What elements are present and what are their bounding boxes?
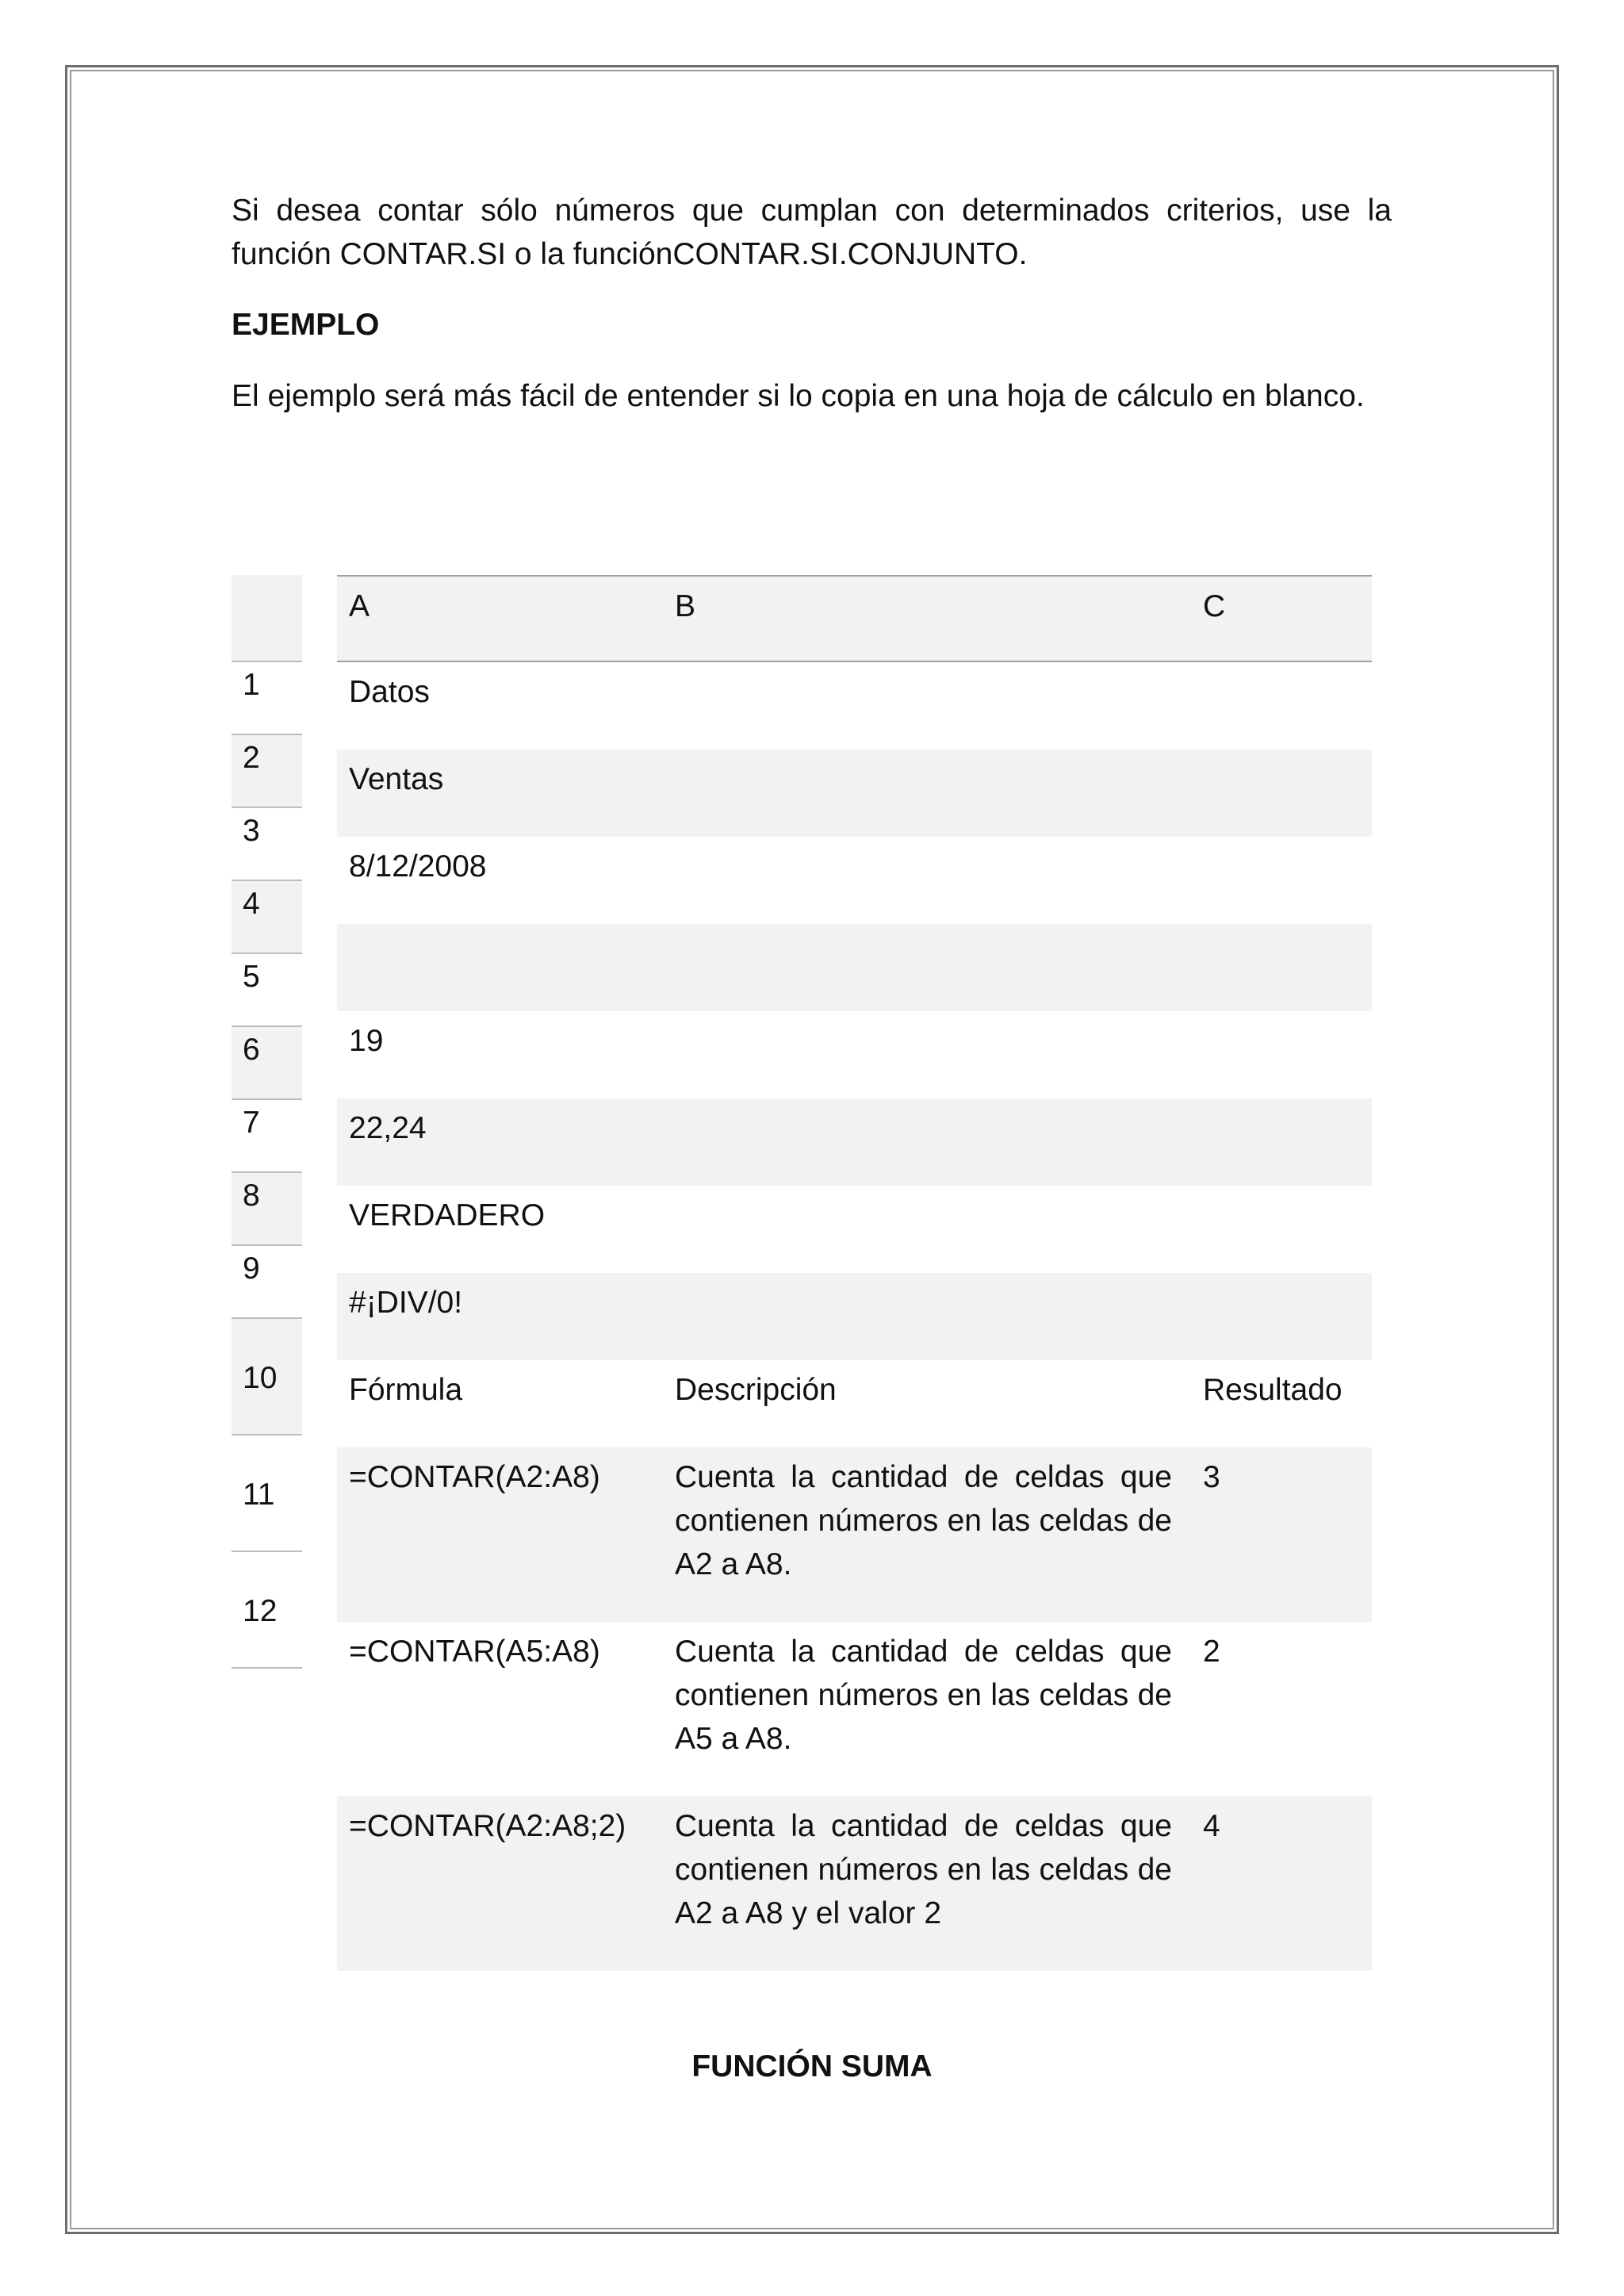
formula-header: Fórmula — [349, 1373, 463, 1407]
formula-cell: =CONTAR(A2:A8) — [349, 1460, 600, 1494]
formula-cell: =CONTAR(A5:A8) — [349, 1635, 600, 1669]
data-cell: VERDADERO — [349, 1198, 546, 1232]
example-heading: EJEMPLO — [232, 308, 380, 342]
description-cell: Cuenta la cantidad de celdas que contienen números en las celdas de A2 a A8. — [675, 1460, 1172, 1581]
example-paragraph: El ejemplo será más fácil de entender si lo copia en una hoja de cálculo en blanco. — [232, 379, 1365, 413]
section-title: FUNCIÓN SUMA — [691, 2049, 933, 2083]
row-number: 9 — [232, 1246, 302, 1319]
formula-cell: =CONTAR(A2:A8;2) — [349, 1809, 626, 1843]
row-number: 7 — [232, 1100, 302, 1173]
data-row — [337, 1098, 1372, 1186]
column-header-row — [337, 575, 1372, 662]
data-row — [337, 1186, 1372, 1273]
data-row — [337, 662, 1372, 749]
intro-paragraph: Si desea contar sólo números que cumplan con determinados criterios, use la función CONTAR.SI o la funciónCONTAR.SI.CONJUNTO. — [232, 194, 1392, 271]
data-cell: Ventas — [349, 762, 444, 796]
row-number-corner — [232, 575, 302, 662]
data-row — [337, 749, 1372, 837]
row-number: 1 — [232, 662, 302, 735]
formula-row — [337, 1796, 1372, 1971]
row-number: 6 — [232, 1027, 302, 1100]
data-row — [337, 924, 1372, 1011]
column-header: A — [349, 589, 370, 623]
data-cell: 8/12/2008 — [349, 849, 487, 884]
description-cell: Cuenta la cantidad de celdas que contienen números en las celdas de A2 a A8 y el valor 2 — [675, 1809, 1172, 1930]
data-row — [337, 1273, 1372, 1360]
formula-row — [337, 1447, 1372, 1622]
formula-header-row — [337, 1360, 1372, 1447]
description-cell: Cuenta la cantidad de celdas que contienen números en las celdas de A5 a A8. — [675, 1635, 1172, 1756]
result-cell: 4 — [1203, 1809, 1220, 1843]
result-header: Resultado — [1203, 1373, 1342, 1407]
result-cell: 3 — [1203, 1460, 1220, 1494]
row-number: 12 — [232, 1552, 302, 1669]
formula-row — [337, 1622, 1372, 1796]
data-cell — [349, 924, 666, 932]
data-row — [337, 1011, 1372, 1098]
row-number: 8 — [232, 1173, 302, 1246]
row-number: 10 — [232, 1319, 302, 1435]
data-cell: Datos — [349, 675, 430, 709]
data-cell: #¡DIV/0! — [349, 1286, 463, 1320]
row-number: 3 — [232, 808, 302, 881]
data-cell: 22,24 — [349, 1111, 427, 1145]
description-header: Descripción — [675, 1373, 837, 1407]
row-number: 5 — [232, 954, 302, 1027]
result-cell: 2 — [1203, 1635, 1220, 1669]
column-header: C — [1203, 589, 1226, 623]
row-number: 11 — [232, 1435, 302, 1552]
row-number: 4 — [232, 881, 302, 954]
column-header: B — [675, 589, 696, 623]
row-number: 2 — [232, 735, 302, 808]
data-row — [337, 837, 1372, 924]
data-cell: 19 — [349, 1024, 384, 1058]
